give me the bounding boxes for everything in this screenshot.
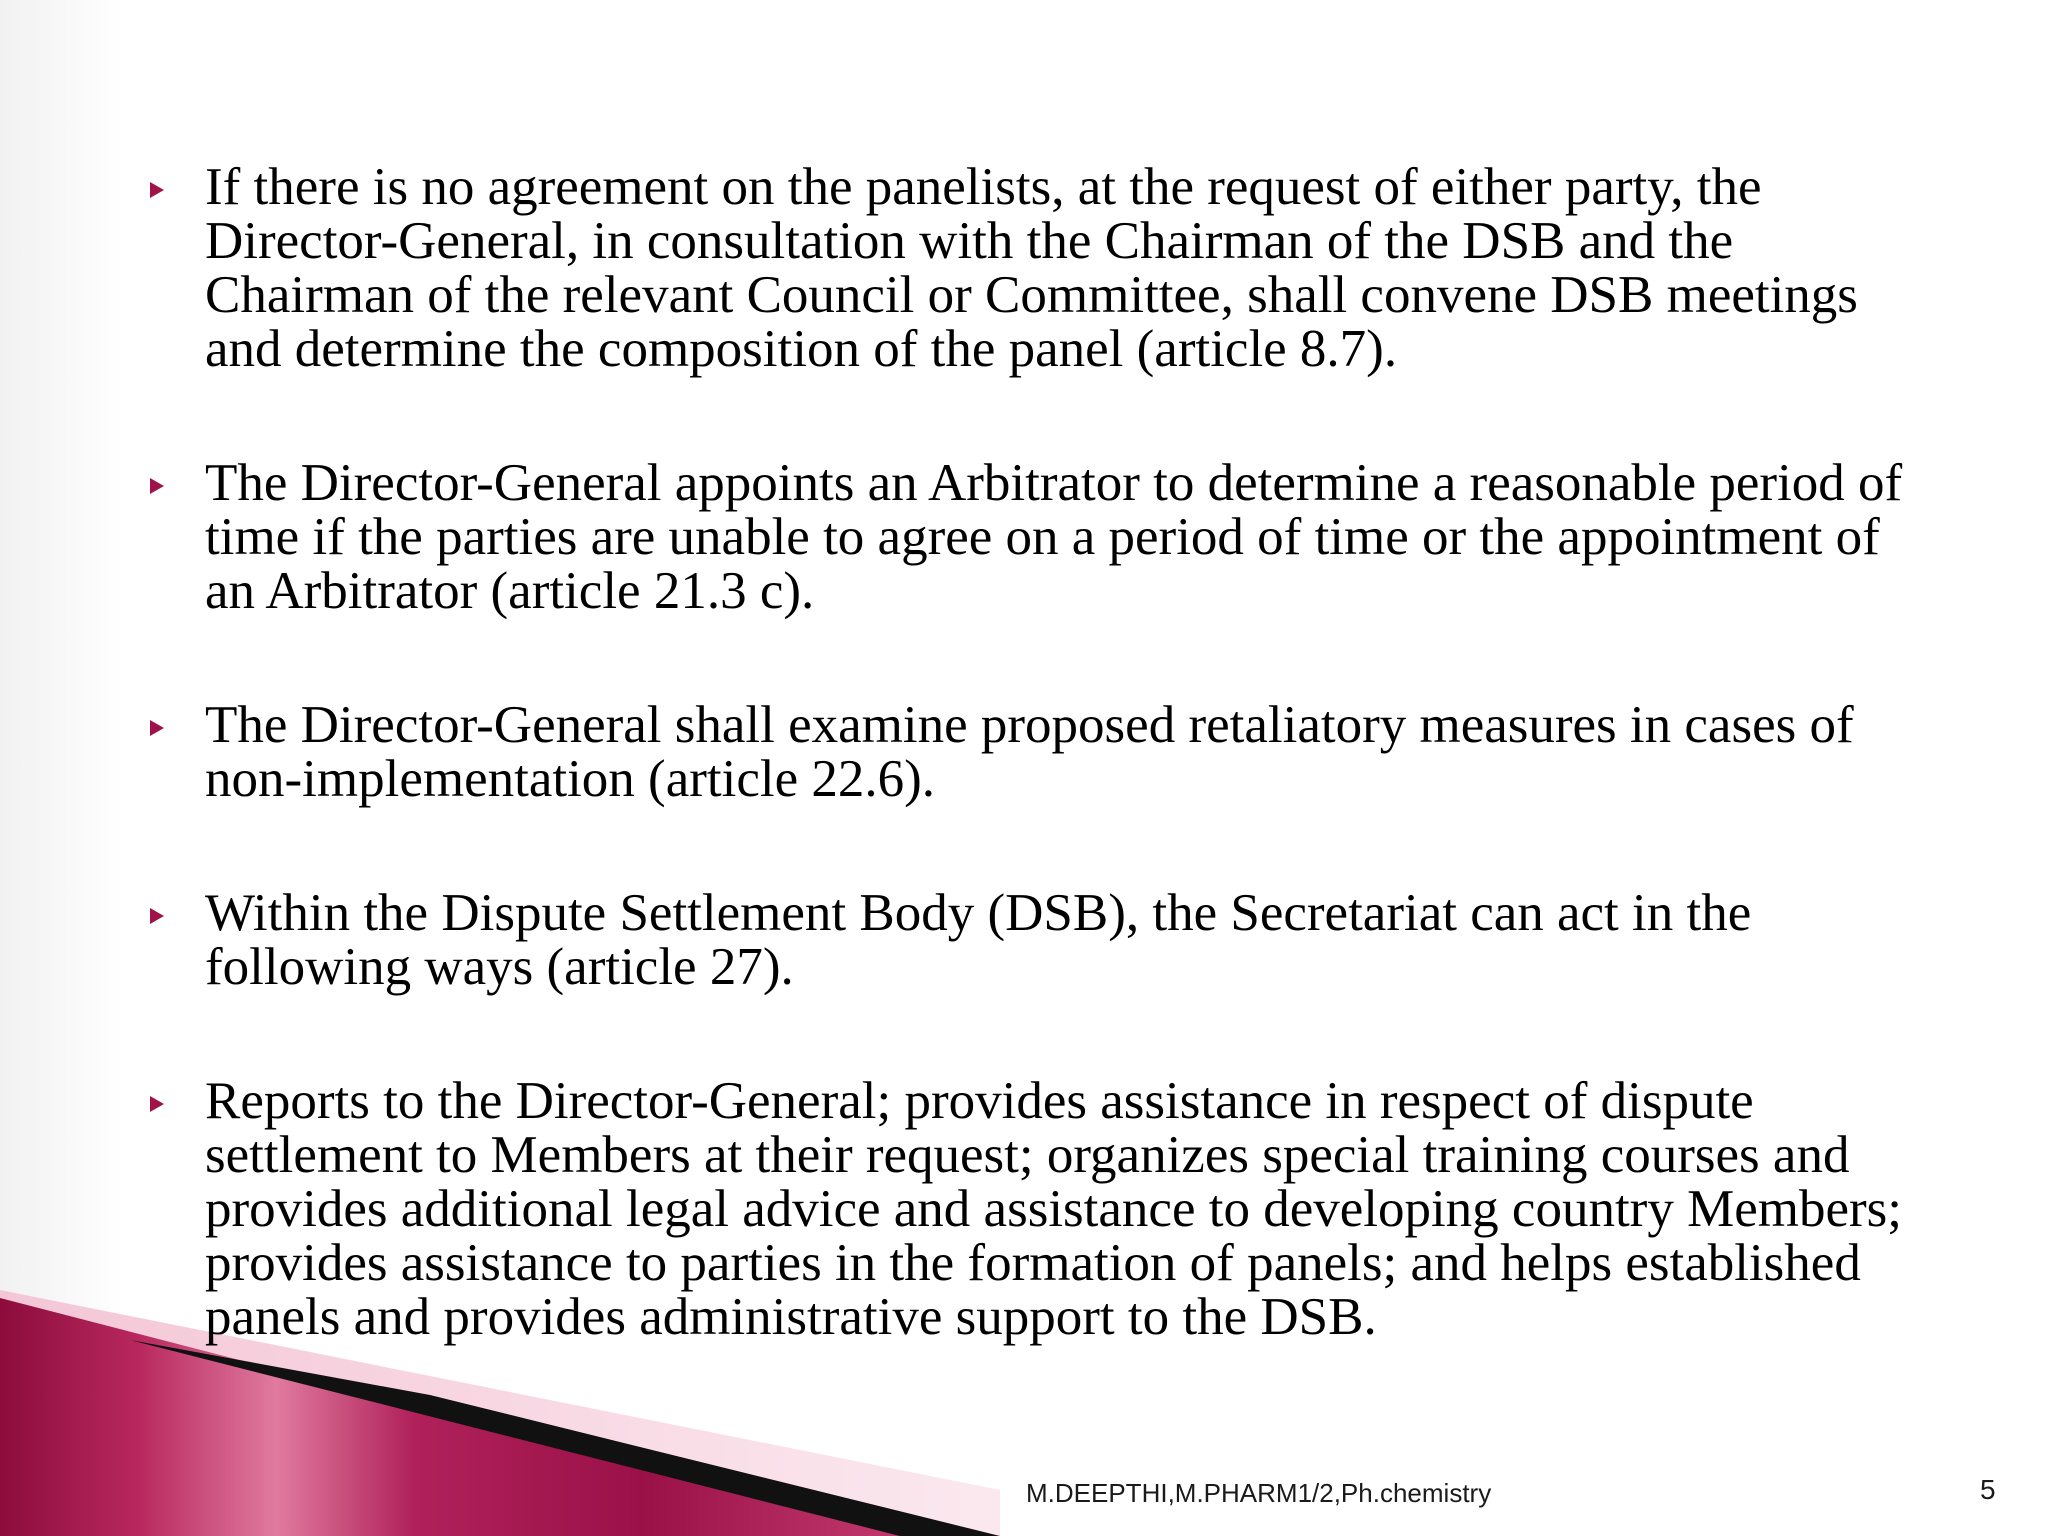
- bullet-arrow-icon: [150, 478, 164, 494]
- bullet-text: If there is no agreement on the panelists, at the request of either party, the Director-General, in consultation with the Chairman of the DSB and the Chairman of the relevant Council or Committee, shall convene DSB meetings and determine the composition of the panel (article 8.7).: [205, 158, 1858, 378]
- bullet-text: Reports to the Director-General; provides assistance in respect of dispute settlement to Members at their request; organizes special training courses and provides additional legal advice and assistance to developing country Members; provides assistance to parties in the formation of panels; and helps established panels and provides administrative support to the DSB.: [205, 1072, 1902, 1346]
- bullet-item: [150, 886, 1940, 994]
- bullet-text: The Director-General appoints an Arbitrator to determine a reasonable period of time if the parties are unable to agree on a period of time or the appointment of an Arbitrator (article 21.3 c).: [205, 454, 1903, 620]
- bullet-item: [150, 160, 1940, 376]
- bullet-text: Within the Dispute Settlement Body (DSB), the Secretariat can act in the following ways (article 27).: [205, 884, 1752, 996]
- slide-footer: M.DEEPTHI,M.PHARM1/2,Ph.chemistry: [1026, 1478, 1492, 1508]
- bullet-arrow-icon: [150, 720, 164, 736]
- bullet-arrow-icon: [150, 1096, 164, 1112]
- page-number: 5: [1980, 1474, 1996, 1505]
- bullet-arrow-icon: [150, 908, 164, 924]
- bullet-item: [150, 698, 1940, 806]
- bullet-item: [150, 1074, 1940, 1344]
- bullet-list: [150, 160, 1940, 1424]
- bullet-item: [150, 456, 1940, 618]
- bullet-text: The Director-General shall examine proposed retaliatory measures in cases of non-implementation (article 22.6).: [205, 696, 1854, 808]
- bullet-arrow-icon: [150, 182, 164, 198]
